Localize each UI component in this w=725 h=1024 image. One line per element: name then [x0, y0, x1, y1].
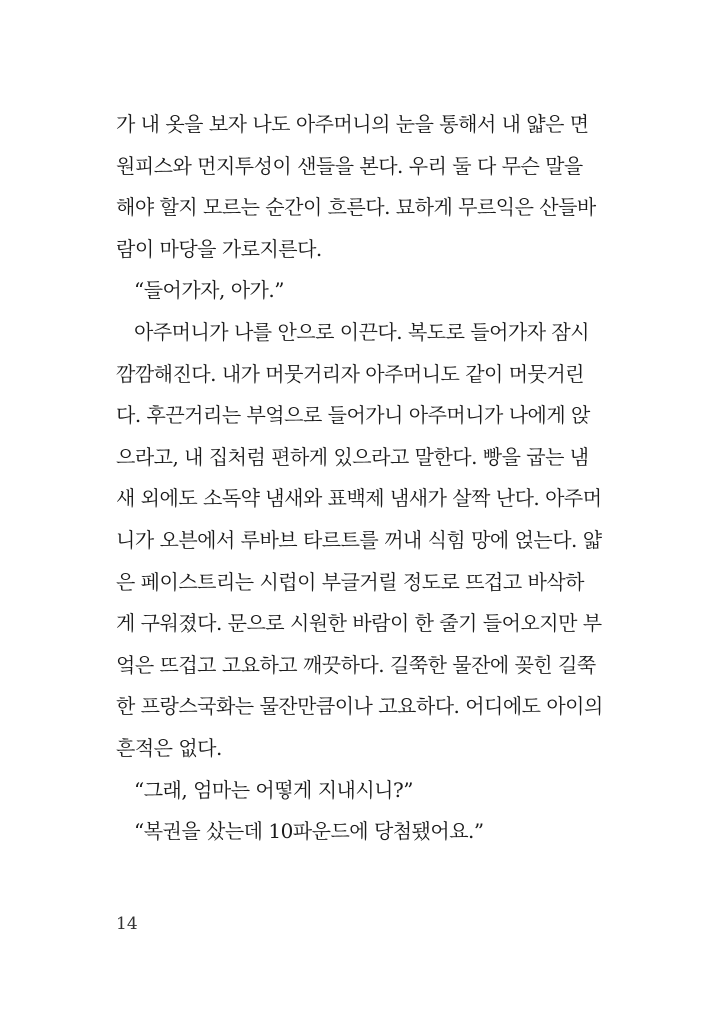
text-line-4: 람이 마당을 가로지른다.: [116, 236, 322, 261]
text-line-2: 원피스와 먼지투성이 샌들을 본다. 우리 둘 다 무슨 말을: [116, 153, 583, 178]
text-line-12: 은 페이스트리는 시럽이 부글거릴 정도로 뜨겁고 바삭하: [116, 569, 585, 594]
text-line-8: 다. 후끈거리는 부엌으로 들어가니 아주머니가 나에게 앉: [116, 403, 590, 428]
text-line-5: “들어가자, 아가.”: [134, 278, 284, 303]
text-line-6: 아주머니가 나를 안으로 이끈다. 복도로 들어가자 잠시: [134, 319, 590, 344]
text-line-7: 깜깜해진다. 내가 머뭇거리자 아주머니도 같이 머뭇거린: [116, 361, 585, 386]
text-line-16: 흔적은 없다.: [116, 735, 222, 760]
text-line-3: 해야 할지 모르는 순간이 흐른다. 묘하게 무르익은 산들바: [116, 195, 596, 220]
text-line-13: 게 구워졌다. 문으로 시원한 바람이 한 줄기 들어오지만 부: [116, 611, 602, 636]
text-line-10: 새 외에도 소독약 냄새와 표백제 냄새가 살짝 난다. 아주머: [116, 486, 602, 511]
text-line-1: 가 내 옷을 보자 나도 아주머니의 눈을 통해서 내 얇은 면: [116, 112, 589, 136]
text-line-17: “그래, 엄마는 어떻게 지내시니?”: [134, 777, 413, 802]
page-number: 14: [116, 914, 138, 934]
text-line-11: 니가 오븐에서 루바브 타르트를 꺼내 식힘 망에 얹는다. 얇: [116, 527, 602, 552]
body-text: [116, 104, 616, 853]
text-line-14: 엌은 뜨겁고 고요하고 깨끗하다. 길쭉한 물잔에 꽂힌 길쭉: [116, 652, 596, 677]
text-line-18: “복권을 샀는데 10파운드에 당첨됐어요.”: [134, 819, 484, 844]
text-line-9: 으라고, 내 집처럼 편하게 있으라고 말한다. 빵을 굽는 냄: [116, 444, 589, 469]
text-line-15: 한 프랑스국화는 물잔만큼이나 고요하다. 어디에도 아이의: [116, 694, 603, 719]
